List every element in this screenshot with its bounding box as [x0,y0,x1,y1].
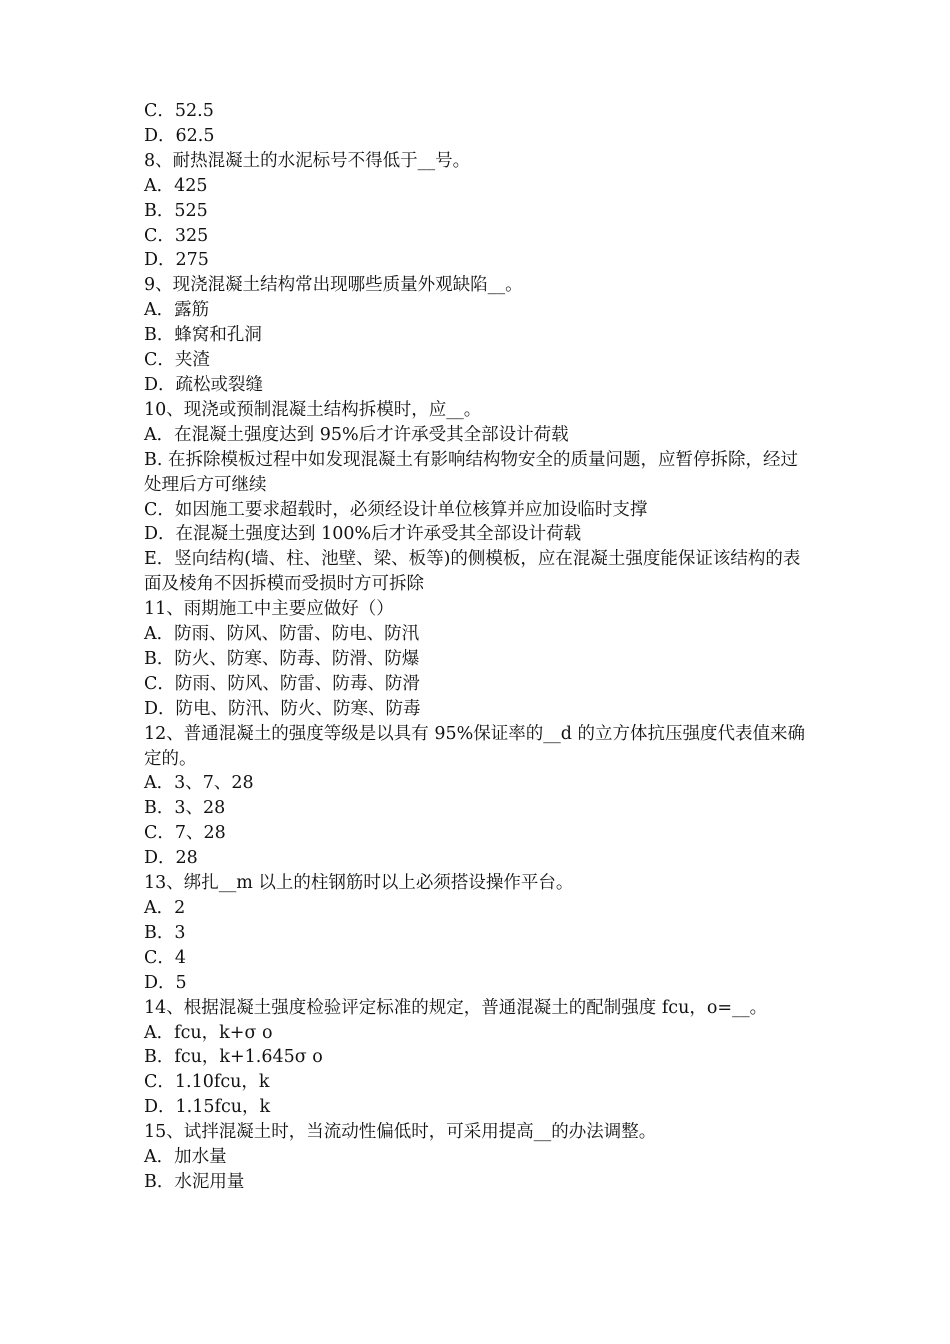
answer-option: B．蜂窝和孔洞 [144,325,262,346]
answer-option: D．28 [144,848,198,869]
question-text: 9、现浇混凝土结构常出现哪些质量外观缺陷__。 [144,275,523,296]
answer-option: B．3、28 [144,798,226,819]
answer-option: B．防火、防寒、防毒、防滑、防爆 [144,648,420,669]
answer-option: C．夹渣 [144,350,210,371]
answer-option: B．525 [144,200,208,221]
answer-option: A．在混凝土强度达到 95%后才许承受其全部设计荷载 [144,424,569,445]
answer-option: C．325 [144,225,209,246]
answer-option: C．如因施工要求超载时，必须经设计单位核算并应加设临时支撑 [144,499,648,520]
answer-option: D．62.5 [144,125,215,146]
answer-option: D．5 [144,972,187,993]
answer-option: D．防电、防汛、防火、防寒、防毒 [144,698,421,719]
question-text: 11、雨期施工中主要应做好（） [144,599,394,620]
answer-option: C．防雨、防风、防雷、防毒、防滑 [144,673,420,694]
answer-option: E．竖向结构(墙、柱、池壁、梁、板等)的侧模板，应在混凝土强度能保证该结构的表面及棱角不因拆模而受损时方可拆除 [144,549,801,595]
question-text: 12、普通混凝土的强度等级是以具有 95%保证率的__d 的立方体抗压强度代表值来确定的。 [144,723,805,769]
answer-option: C．7、28 [144,823,226,844]
answer-option: D．疏松或裂缝 [144,374,264,395]
answer-option: B．水泥用量 [144,1171,245,1192]
answer-option: D．1.15fcu，k [144,1097,271,1118]
question-text: 10、现浇或预制混凝土结构拆模时，应__。 [144,399,482,420]
answer-option: B．fcu，k+1.645σ o [144,1047,323,1068]
answer-option: A．防雨、防风、防雷、防电、防汛 [144,624,420,645]
question-text: 15、试拌混凝土时，当流动性偏低时，可采用提高__的办法调整。 [144,1122,657,1143]
question-text: 8、耐热混凝土的水泥标号不得低于__号。 [144,150,471,171]
answer-option: C．52.5 [144,101,214,121]
question-text: 13、绑扎__m 以上的柱钢筋时以上必须搭设操作平台。 [144,873,574,894]
answer-option: D．275 [144,250,209,271]
document-body [144,99,814,1195]
answer-option: A．425 [144,175,208,196]
answer-option: A．2 [144,898,186,918]
answer-option: A．3、7、28 [144,773,254,794]
question-text: 14、根据混凝土强度检验评定标准的规定，普通混凝土的配制强度 fcu，o=__。 [144,997,768,1018]
answer-option: A．加水量 [144,1147,227,1168]
answer-option: D．在混凝土强度达到 100%后才许承受其全部设计荷载 [144,524,582,545]
answer-option: C．1.10fcu，k [144,1072,270,1093]
answer-option: A．fcu，k+σ o [144,1022,273,1043]
answer-option: A．露筋 [144,300,210,321]
answer-option: C．4 [144,947,187,968]
answer-option: B．3 [144,922,186,943]
answer-option: B. 在拆除模板过程中如发现混凝土有影响结构物安全的质量问题，应暂停拆除，经过处理后方可继续 [144,449,798,495]
